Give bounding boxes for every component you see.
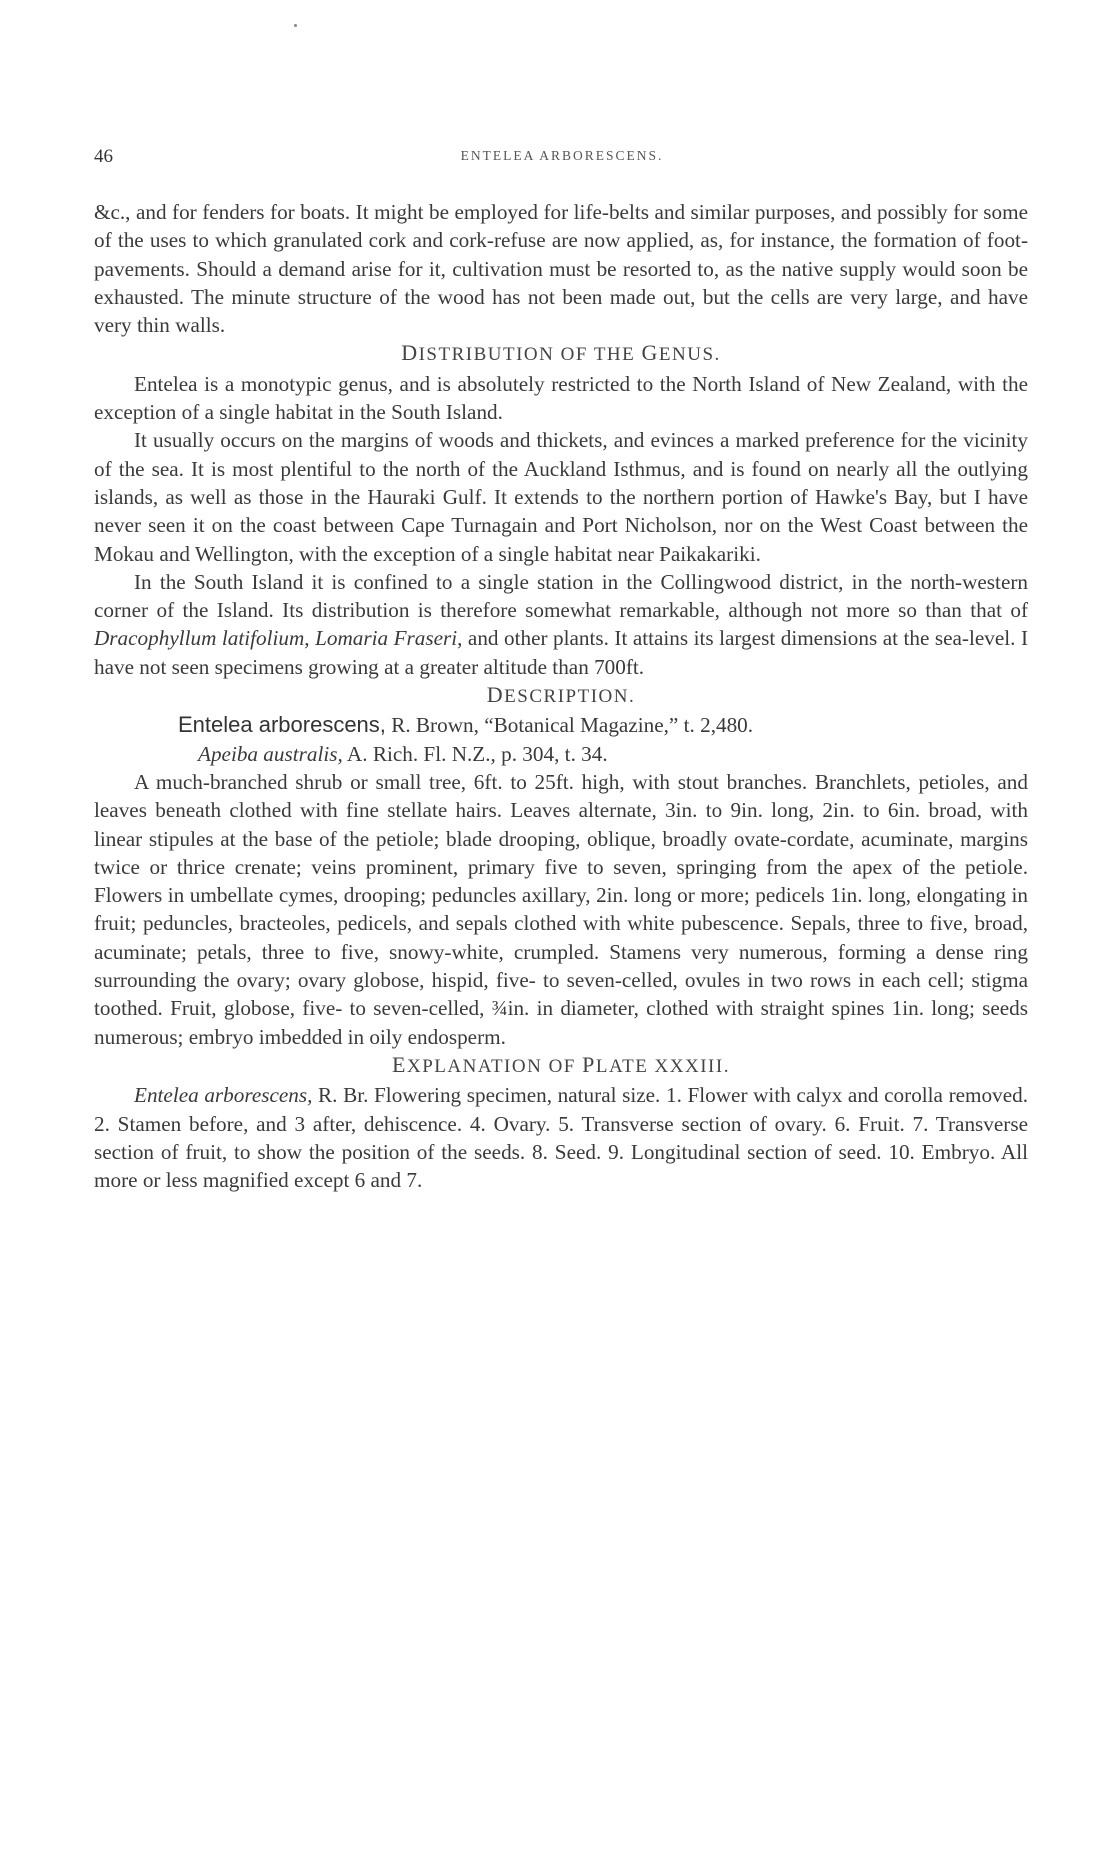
species-citation: Entelea arborescens, R. Brown, “Botanical Magazine,” t. 2,480. <box>178 712 754 738</box>
synonym-name: Apeiba australis, <box>198 741 343 766</box>
explanation-paragraph: Entelea arborescens, R. Br. Flowering specimen, natural size. 1. Flower with calyx and corolla removed. 2. Stamen before, and 3 after, dehiscence. 4. Ovary. 5. Transverse section of ovary. 6. Fruit. 7. Transverse section of fruit, to show the position of the seeds. 8. Seed. 9. Longitudinal section of seed. 10. Embryo. All more or less magnified except 6 and 7. <box>94 1083 1029 1193</box>
heading-explanation: EXPLANATION OF PLATE XXXIII. <box>392 1051 730 1077</box>
distribution-paragraph-2: It usually occurs on the margins of woods and thickets, and evinces a marked preference for the vicinity of the sea. It is most plentiful to the north of the Auckland Isthmus, and is found on nearly all the outlying islands, as well as those in the Hauraki Gulf. It extends to the northern portion of Hawke's Bay, but I have never seen it on the coast between Cape Turnagain and Port Nicholson, nor on the West Coast between the Mokau and Wellington, with the exception of a single habitat near Paikakariki. <box>94 428 1028 566</box>
running-title: ENTELEA ARBORESCENS. <box>460 148 664 163</box>
synonym-citation: Apeiba australis, A. Rich. Fl. N.Z., p. 304, t. 34. <box>198 741 608 766</box>
species-name: Entelea arborescens, <box>178 712 386 738</box>
page-number: 46 <box>94 146 113 167</box>
page-speck <box>294 24 297 27</box>
heading-distribution: DISTRIBUTION OF THE GENUS. <box>401 340 721 366</box>
body-text <box>94 198 1028 1194</box>
paragraph-intro: &c., and for fenders for boats. It might be employed for life-belts and similar purposes, and possibly for some of the uses to which granulated cork and cork-refuse are now applied, as, for instance, the formation of foot-pavements. Should a demand arise for it, cultivation must be resorted to, as the native supply would soon be exhausted. The minute structure of the wood has not been made out, but the cells are very large, and have very thin walls. <box>94 200 1028 338</box>
distribution-paragraph-1: Entelea is a monotypic genus, and is absolutely restricted to the North Island of New Zealand, with the exception of a single habitat in the South Island. <box>94 371 1028 425</box>
distribution-paragraph-3: In the South Island it is confined to a single station in the Collingwood district, in the north-western corner of the Island. Its distribution is therefore somewhat remarkable, although not more so than that of Dracophyllum latifolium, Lomaria Fraseri, and other plants. It attains its largest dimensions at the sea-level. I have not seen specimens growing at a greater altitude than 700ft. <box>94 569 1029 679</box>
taxon-dracophyllum: Dracophyllum latifolium <box>94 626 305 651</box>
description-paragraph: A much-branched shrub or small tree, 6ft. to 25ft. high, with stout branches. Branchlets, petioles, and leaves beneath clothed with fine stellate hairs. Leaves alternate, 3in. to 9in. long, 2in. to 6in. broad, with linear stipules at the base of the petiole; blade drooping, oblique, broadly ovate-cordate, acuminate, margins twice or thrice crenate; veins prominent, primary five to seven, springing from the apex of the petiole. Flowers in umbellate cymes, drooping; peduncles axillary, 2in. long or more; pedicels 1in. long, elongating in fruit; peduncles, bracteoles, pedicels, and sepals clothed with white pubescence. Sepals, three to five, broad, acuminate; petals, three to five, snowy-white, crumpled. Stamens very numerous, forming a dense ring surrounding the ovary; ovary globose, hispid, five- to seven-celled, ovules in two rows in each cell; stigma toothed. Fruit, globose, five- to seven-celled, ¾in. in diameter, clothed with straight spines 1in. long; seeds numerous; embryo imbedded in oily endosperm. <box>94 769 1028 1049</box>
taxon-lomaria: Lomaria Fraseri <box>315 626 458 651</box>
page-header <box>94 146 1030 170</box>
heading-description: DESCRIPTION. <box>486 682 636 708</box>
